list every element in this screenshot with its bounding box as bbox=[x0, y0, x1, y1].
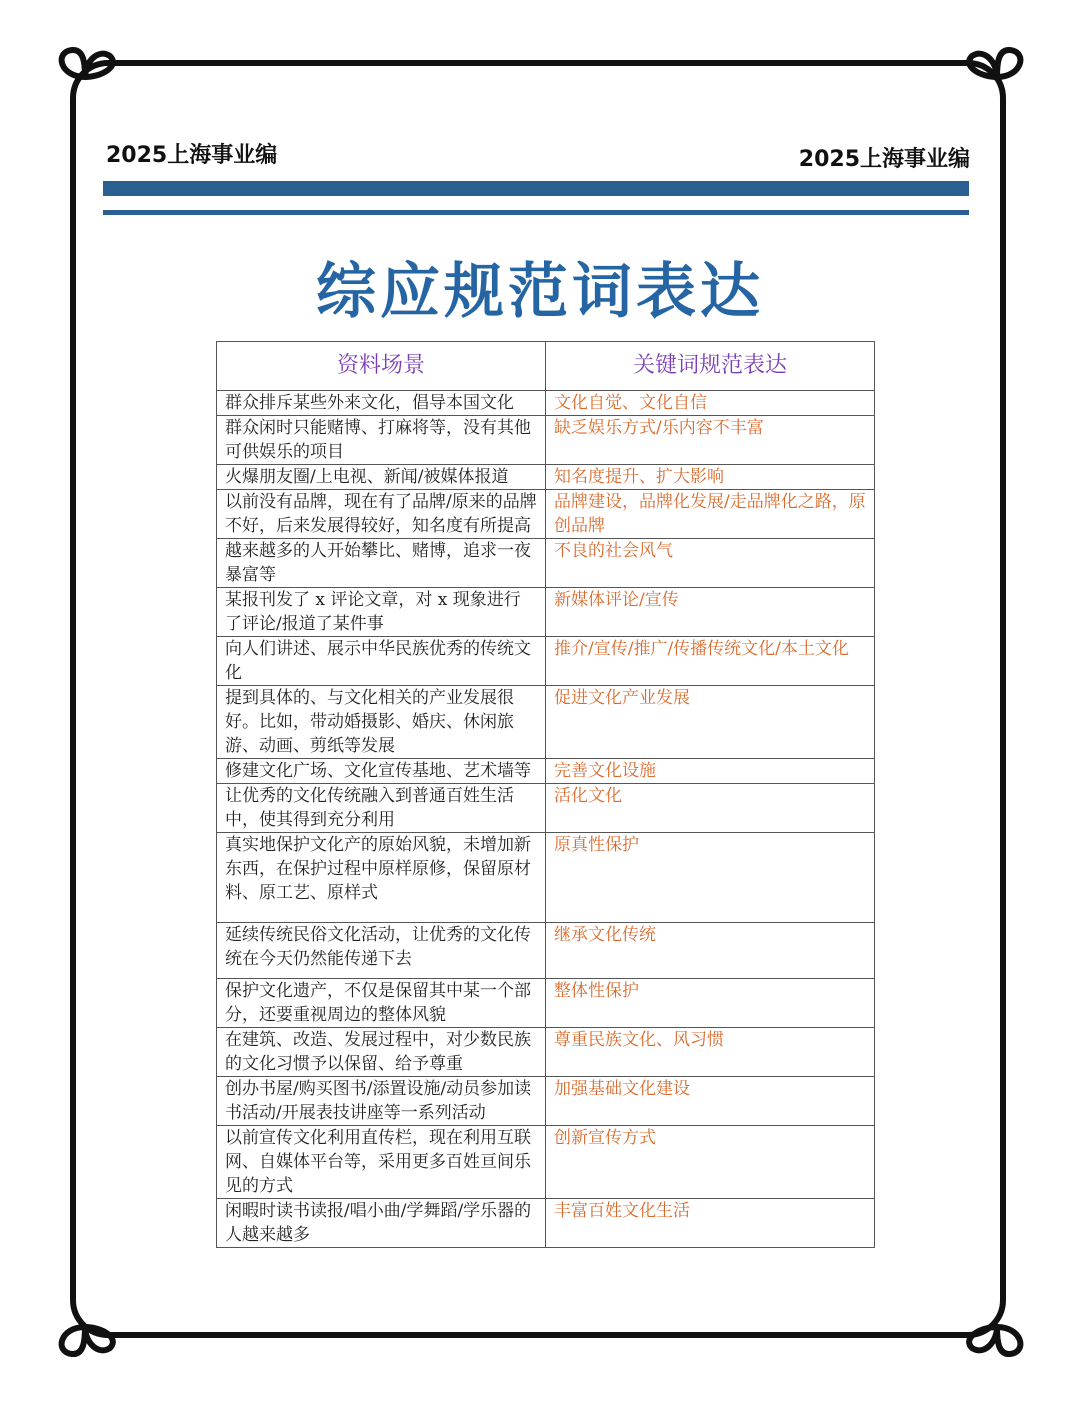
table-row bbox=[217, 416, 875, 465]
keyword-cell: 知名度提升、扩大影响 bbox=[546, 465, 875, 490]
keyword-cell: 继承文化传统 bbox=[546, 923, 875, 979]
scene-cell: 延续传统民俗文化活动，让优秀的文化传统在今天仍然能传递下去 bbox=[217, 923, 546, 979]
table-row bbox=[217, 391, 875, 416]
header-divider-thin bbox=[103, 210, 969, 215]
table-row bbox=[217, 979, 875, 1028]
scene-cell: 越来越多的人开始攀比、赌博，追求一夜暴富等 bbox=[217, 539, 546, 588]
table-row bbox=[217, 833, 875, 923]
table-header-row bbox=[217, 342, 875, 391]
page-title: 综应规范词表达 bbox=[316, 257, 764, 327]
keyword-cell: 创新宣传方式 bbox=[546, 1126, 875, 1199]
keyword-cell: 文化自觉、文化自信 bbox=[546, 391, 875, 416]
keyword-cell: 尊重民族文化、风习惯 bbox=[546, 1028, 875, 1077]
scene-cell: 在建筑、改造、发展过程中，对少数民族的文化习惯予以保留、给予尊重 bbox=[217, 1028, 546, 1077]
scene-cell: 让优秀的文化传统融入到普通百姓生活中，使其得到充分利用 bbox=[217, 784, 546, 833]
keyword-cell: 整体性保护 bbox=[546, 979, 875, 1028]
scene-cell: 向人们讲述、展示中华民族优秀的传统文化 bbox=[217, 637, 546, 686]
scene-cell: 群众闲时只能赌博、打麻将等，没有其他可供娱乐的项目 bbox=[217, 416, 546, 465]
column-header-scene: 资料场景 bbox=[217, 342, 546, 391]
keyword-cell: 品牌建设，品牌化发展/走品牌化之路，原创品牌 bbox=[546, 490, 875, 539]
table-row bbox=[217, 490, 875, 539]
table-row bbox=[217, 1199, 875, 1248]
header-label-left: 2025上海事业编 bbox=[106, 143, 278, 168]
keyword-cell: 缺乏娱乐方式/乐内容不丰富 bbox=[546, 416, 875, 465]
corner-ornament-top-left bbox=[50, 42, 120, 112]
table-row bbox=[217, 637, 875, 686]
corner-ornament-top-right bbox=[962, 42, 1032, 112]
keyword-cell: 不良的社会风气 bbox=[546, 539, 875, 588]
table-row bbox=[217, 465, 875, 490]
corner-ornament-bottom-right bbox=[962, 1292, 1032, 1362]
table-row bbox=[217, 1028, 875, 1077]
keyword-cell: 推介/宣传/推广/传播传统文化/本土文化 bbox=[546, 637, 875, 686]
scene-cell: 保护文化遗产，不仅是保留其中某一个部分，还要重视周边的整体风貌 bbox=[217, 979, 546, 1028]
scene-cell: 修建文化广场、文化宣传基地、艺术墙等 bbox=[217, 759, 546, 784]
keyword-cell: 新媒体评论/宣传 bbox=[546, 588, 875, 637]
scene-cell: 创办书屋/购买图书/添置设施/动员参加读书活动/开展表技讲座等一系列活动 bbox=[217, 1077, 546, 1126]
scene-cell: 闲暇时读书读报/唱小曲/学舞蹈/学乐器的人越来越多 bbox=[217, 1199, 546, 1248]
table-row bbox=[217, 923, 875, 979]
scene-cell: 群众排斥某些外来文化，倡导本国文化 bbox=[217, 391, 546, 416]
column-header-keyword: 关键词规范表达 bbox=[546, 342, 875, 391]
table-row bbox=[217, 588, 875, 637]
table-row bbox=[217, 759, 875, 784]
keyword-table bbox=[216, 341, 875, 1248]
table-row bbox=[217, 1126, 875, 1199]
table-row bbox=[217, 539, 875, 588]
table-row bbox=[217, 686, 875, 759]
corner-ornament-bottom-left bbox=[50, 1292, 120, 1362]
scene-cell: 以前宣传文化利用直传栏，现在利用互联网、自媒体平台等，采用更多百姓亘间乐见的方式 bbox=[217, 1126, 546, 1199]
header-label-right: 2025上海事业编 bbox=[798, 147, 970, 172]
table-row bbox=[217, 1077, 875, 1126]
scene-cell: 火爆朋友圈/上电视、新闻/被媒体报道 bbox=[217, 465, 546, 490]
keyword-cell: 丰富百姓文化生活 bbox=[546, 1199, 875, 1248]
keyword-cell: 活化文化 bbox=[546, 784, 875, 833]
keyword-cell: 促进文化产业发展 bbox=[546, 686, 875, 759]
header-divider-thick bbox=[103, 181, 969, 196]
scene-cell: 真实地保护文化产的原始风貌，未增加新东西，在保护过程中原样原修，保留原材料、原工艺、原样式 bbox=[217, 833, 546, 923]
table-row bbox=[217, 784, 875, 833]
scene-cell: 以前没有品牌，现在有了品牌/原来的品牌不好，后来发展得较好，知名度有所提高 bbox=[217, 490, 546, 539]
scene-cell: 某报刊发了 x 评论文章，对 x 现象进行了评论/报道了某件事 bbox=[217, 588, 546, 637]
keyword-cell: 原真性保护 bbox=[546, 833, 875, 923]
keyword-cell: 完善文化设施 bbox=[546, 759, 875, 784]
keyword-cell: 加强基础文化建设 bbox=[546, 1077, 875, 1126]
scene-cell: 提到具体的、与文化相关的产业发展很好。比如，带动婚摄影、婚庆、休闲旅游、动画、剪纸等发展 bbox=[217, 686, 546, 759]
